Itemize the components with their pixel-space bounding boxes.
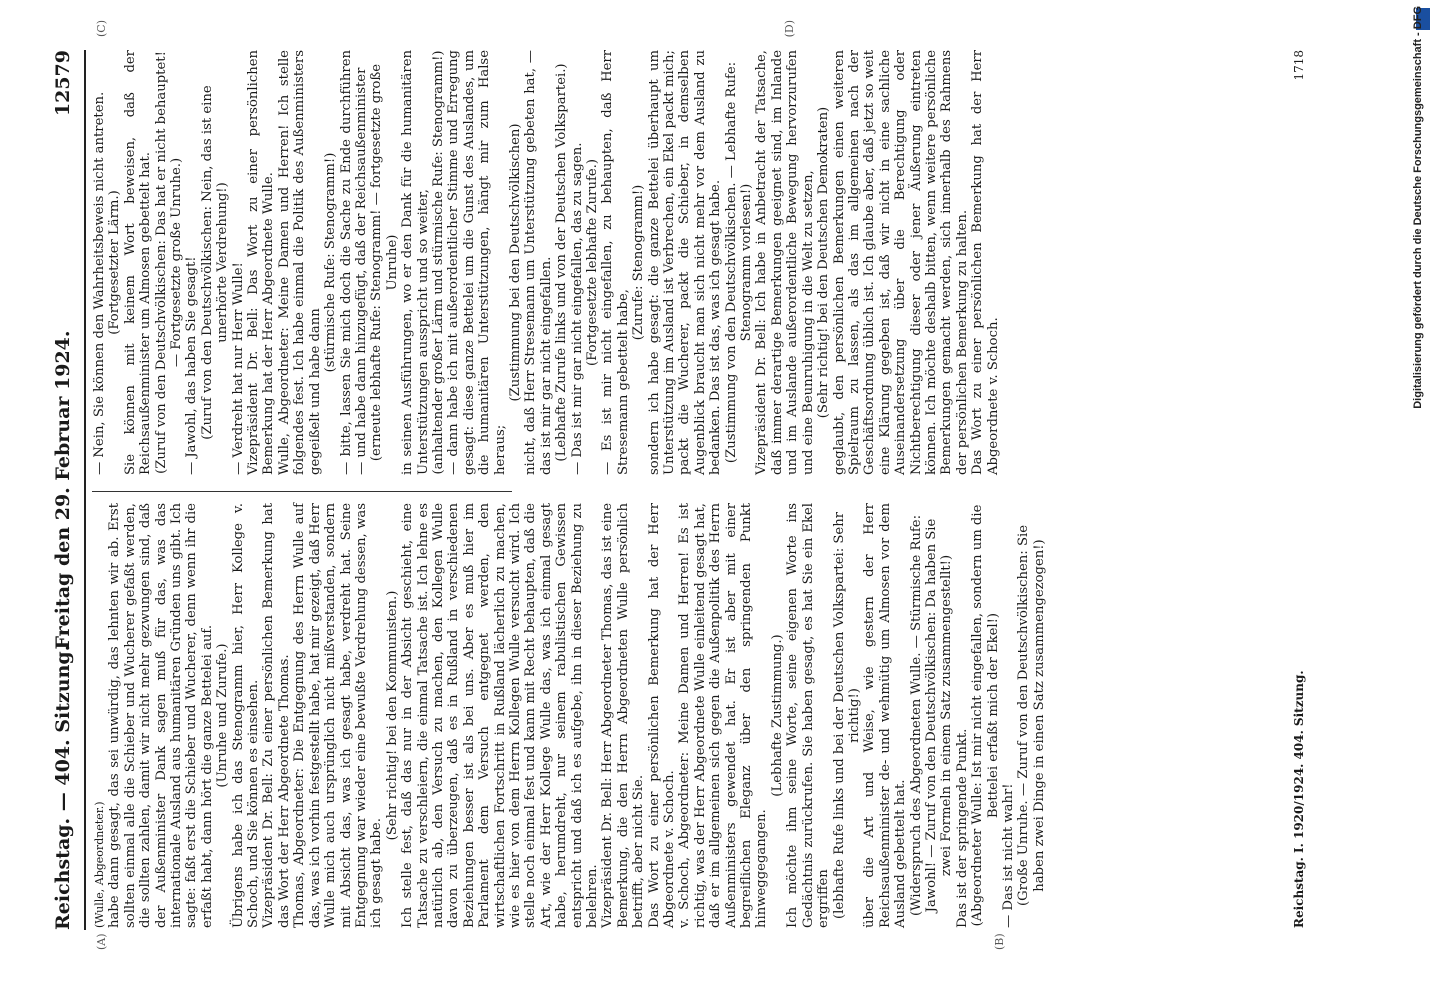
paragraph: — Verdreht hat nur Herr Wulle! [230,262,246,475]
paragraph: — Das ist nicht wahr! [1000,783,1016,928]
margin-mark-b: (B) [993,933,1006,950]
paragraph: Vizepräsident Dr. Bell: Das Wort zu einer persönlichen Bemerkung hat der Herr Abgeordnete Wulle. [246,50,277,475]
paragraph: sondern ich habe gesagt: die ganze Bettelei überhaupt um Unterstützung im Ausland ist Verbrechen, ein Ekel packt mich; packt die Wucherer, packt die Schieber, in demselben Augenblick braucht man sich nicht mehr vor dem Ausland zu bedanken. Das ist das, was ich gesagt habe. [646,50,724,475]
paragraph: — bitte, lassen Sie mich doch die Sache zu Ende durchführen — und habe dann hinzugefügt, daß der Reichsaußenminister [338,50,369,475]
interjection: (Fortgesetzter Lärm.) [107,190,123,335]
watermark-text: Digitalisierung gefördert durch die Deutsche Forschungsgemeinschaft - DFG [1412,6,1424,409]
header-rule [84,50,86,930]
paragraph: habe dann gesagt, das sei unwürdig, das lehnten wir ab. Erst sollten einmal alle die Schieber und Wucherer gefaßt werden, die sollten zahlen, damit wir nicht mehr gezwungen sind, daß der Außenminister Dank sagen muß für das, was das internationale Ausland aus humanitären Gründen uns gibt. Ich sagte: faßt erst die Schieber und Wucherer, denn wenn ihr die erfaßt habt, dann hört die ganze Bettelei auf. [107,503,215,928]
interjection: (Sehr richtig! bei den Deutschen Demokraten) [816,106,832,419]
paragraph: — dann habe ich mit außerordentlicher Stimme und Erregung gesagt: diese ganze Bettelei um die Gunst des Auslandes, um die humanitären Unterstützungen, hängt mir zum Halse heraus; [446,50,508,475]
interjection: (anhaltender großer Lärm und stürmische Rufe: Stenogramm!) [430,50,446,475]
paragraph: geglaubt, den persönlichen Bemerkungen einen weiteren Spielraum zu lassen, als das im allgemeinen nach der Geschäftsordnung üblich ist. Ich glaube aber, daß jetzt so weit eine Klärung gegeben ist, daß wir nicht in eine sachliche Auseinandersetzung über die Berechtigung oder Nichtberechtigung dieser oder jener Äußerung eintreten können. Ich möchte deshalb bitten, wenn weitere persönliche Bemerkungen gemacht werden, sich innerhalb des Rahmens der persönlichen Bemerkung zu halten. [831,50,970,475]
interjection: (Unruhe und Zurufe.) [215,643,231,788]
paragraph: Das Wort zu einer persönlichen Bemerkung hat der Herr Abgeordnete v. Schoch. [646,503,678,928]
paragraph: über die Art und Weise, wie gestern der Herr Reichsaußenminister de- und wehmütig um Almosen vor dem Ausland gebettelt hat. [862,503,909,928]
paragraph: — Jawohl, das haben Sie gesagt! [184,256,200,475]
paragraph: Vizepräsident Dr. Bell: Ich habe in Anbetracht der Tatsache, daß immer derartige Bemerkungen geeignet sind, im Inlande und im Auslande außerordentliche Bewegung hervorzurufen und eine Beunruhigung in die Welt zu setzen, [754,50,816,475]
margin-mark-d: (D) [783,20,796,38]
footer-volume: Reichstag. I. 1920/1924. 404. Sitzung. [1292,670,1306,928]
interjection: (Zuruf von den Deutschvölkischen: Das hat er nicht behauptet! — Fortgesetzte große Unruhe.) [153,51,185,474]
paragraph: Thomas, Abgeordneter: Die Entgegnung des Herrn Wulle auf das, was ich vorhin festgestellt habe, hat mir gezeigt, daß Herr Wulle mich auch ursprünglich nicht mißverstanden, sondern mit Absicht das, was ich gesagt habe, verdreht hat. Seine Entgegnung war wieder eine bewußte Verdrehung dessen, was ich gesagt habe. [292,503,385,928]
footer-sheet-number: 1718 [1292,50,1306,81]
interjection: (Abgeordneter Wulle: Ist mir nicht eingefallen, sondern um die Bettelei erfaßt mich der Ekel!) [970,504,1001,927]
left-column [92,503,1047,950]
right-column [92,20,1001,475]
paragraph: — Es ist mir nicht eingefallen, zu behaupten, daß Herr Stresemann gebettelt habe, [600,50,631,475]
interjection: (Zurufe: Stenogramm!) [631,184,647,341]
column-divider [92,491,512,492]
interjection: (stürmische Rufe: Stenogramm!) [323,152,339,373]
interjection: (Lebhafte Zurufe links und von der Deutschen Volkspartei.) [554,63,570,462]
paragraph: (Wulle, Abgeordneter.) [93,801,106,928]
margin-mark-a: (A) [95,933,108,950]
paragraph: Übrigens habe ich das Stenogramm hier, Herr Kollege v. Schoch, und Sie können es einsehen. [230,503,262,928]
interjection: (Große Unruhe. — Zuruf von den Deutschvölkischen: Sie haben zwei Dinge in einen Satz zusammengezogen!) [1016,525,1047,906]
paragraph: — Das ist mir gar nicht eingefallen, das zu sagen. [569,142,585,475]
paragraph: — Nein, Sie können den Wahrheitsbeweis nicht antreten. [92,91,107,475]
paragraph: Vizepräsident Dr. Bell: Herr Abgeordneter Thomas, das ist eine Bemerkung, die den Herrn Abgeordneten Wulle persönlich betrifft, aber nicht Sie. [600,503,647,928]
header-page-number: 12579 [52,50,74,117]
interjection: (Zustimmung von den Deutschvölkischen. — Lebhafte Rufe: Stenogramm vorlesen!) [723,61,755,464]
header-date: Freitag den 29. Februar 1924. [52,330,74,650]
interjection: (Zuruf von den Deutschvölkischen: Nein, das ist eine unerhörte Verdrehung!) [199,85,231,440]
interjection: (Zustimmung bei den Deutschvölkischen) [507,123,523,402]
paragraph: Ich stelle fest, daß das nur in der Absicht geschieht, eine Tatsache zu verschleiern, die einmal Tatsache ist. Ich lehne es natürlich ab, den Versuch zu machen, den Kollegen Wulle davon zu überzeugen, daß es in Rußland in verschiedenen Beziehungen besser ist als bei uns. Aber es muß hier im Parlament dem Versuch entgegnet werden, den wirtschaftlichen Fortschritt in Rußland lächerlich zu machen, wie es hier von dem Herrn Kollegen Wulle versucht wird. Ich stelle noch einmal fest und kann mit Recht behaupten, daß die Art, wie der Herr Kollege Wulle das, was ich einmal gesagt habe, herumdreht, nur seinem rabulistischen Gewissen entspricht und daß ich es aufgebe, ihn in dieser Beziehung zu belehren. [400,503,600,928]
paragraph: nicht, daß Herr Stresemann um Unterstützung gebeten hat, — das ist mir gar nicht eingefallen. [523,50,554,475]
header-session: Reichstag. — 404. Sitzung. [52,644,74,930]
page-header [52,50,82,930]
paragraph: Wulle, Abgeordneter: Meine Damen und Herren! Ich stelle folgendes fest. Ich habe einmal die Politik des Außenministers gegeißelt und habe dann [276,50,323,475]
paragraph: in seinen Ausführungen, wo er den Dank für die humanitären Unterstützungen ausspricht und so weiter, [400,50,431,475]
interjection: (Lebhafte Zustimmung.) [769,634,785,797]
paragraph: Das ist der springende Punkt. [954,728,970,928]
margin-mark-c: (C) [95,20,108,37]
interjection: (Widerspruch des Abgeordneten Wulle. — Stürmische Rufe: Jawohl! — Zuruf von den Deutschvölkischen: Da haben Sie zwei Formeln in einem Satz zusammengestellt!) [908,514,955,917]
paragraph: Sie können mit keinem Wort beweisen, daß der Reichsaußenminister um Almosen gebettelt hat. [122,50,154,475]
paragraph: Ich möchte ihm seine Worte, seine eigenen Worte ins Gedächtnis zurückrufen. Sie haben gesagt, es hat Sie ein Ekel ergriffen [785,503,832,928]
paragraph: Vizepräsident Dr. Bell: Zu einer persönlichen Bemerkung hat das Wort der Herr Abgeordnete Thomas. [261,503,292,928]
paragraph: v. Schoch, Abgeordneter: Meine Damen und Herren! Es ist richtig, was der Herr Abgeordnete Wulle einleitend gesagt hat, daß er im allgemeinen sich gegen die Außenpolitik des Herrn Außenministers gewendet hat. Er ist aber mit einer begreiflichen Eleganz über den springenden Punkt hinweggegangen. [677,503,770,928]
paragraph: Das Wort zu einer persönlichen Bemerkung hat der Herr Abgeordnete v. Schoch. [970,50,1001,475]
interjection: (Fortgesetzte lebhafte Zurufe.) [585,159,600,366]
interjection: (lebhafte Rufe links und bei der Deutschen Volkspartei: Sehr richtig!) [831,511,862,920]
interjection: (erneute lebhafte Rufe: Stenogramm! — fortgesetzte große Unruhe) [369,63,400,462]
digitization-watermark [1412,6,1430,994]
interjection: (Sehr richtig! bei den Kommunisten.) [384,590,400,841]
